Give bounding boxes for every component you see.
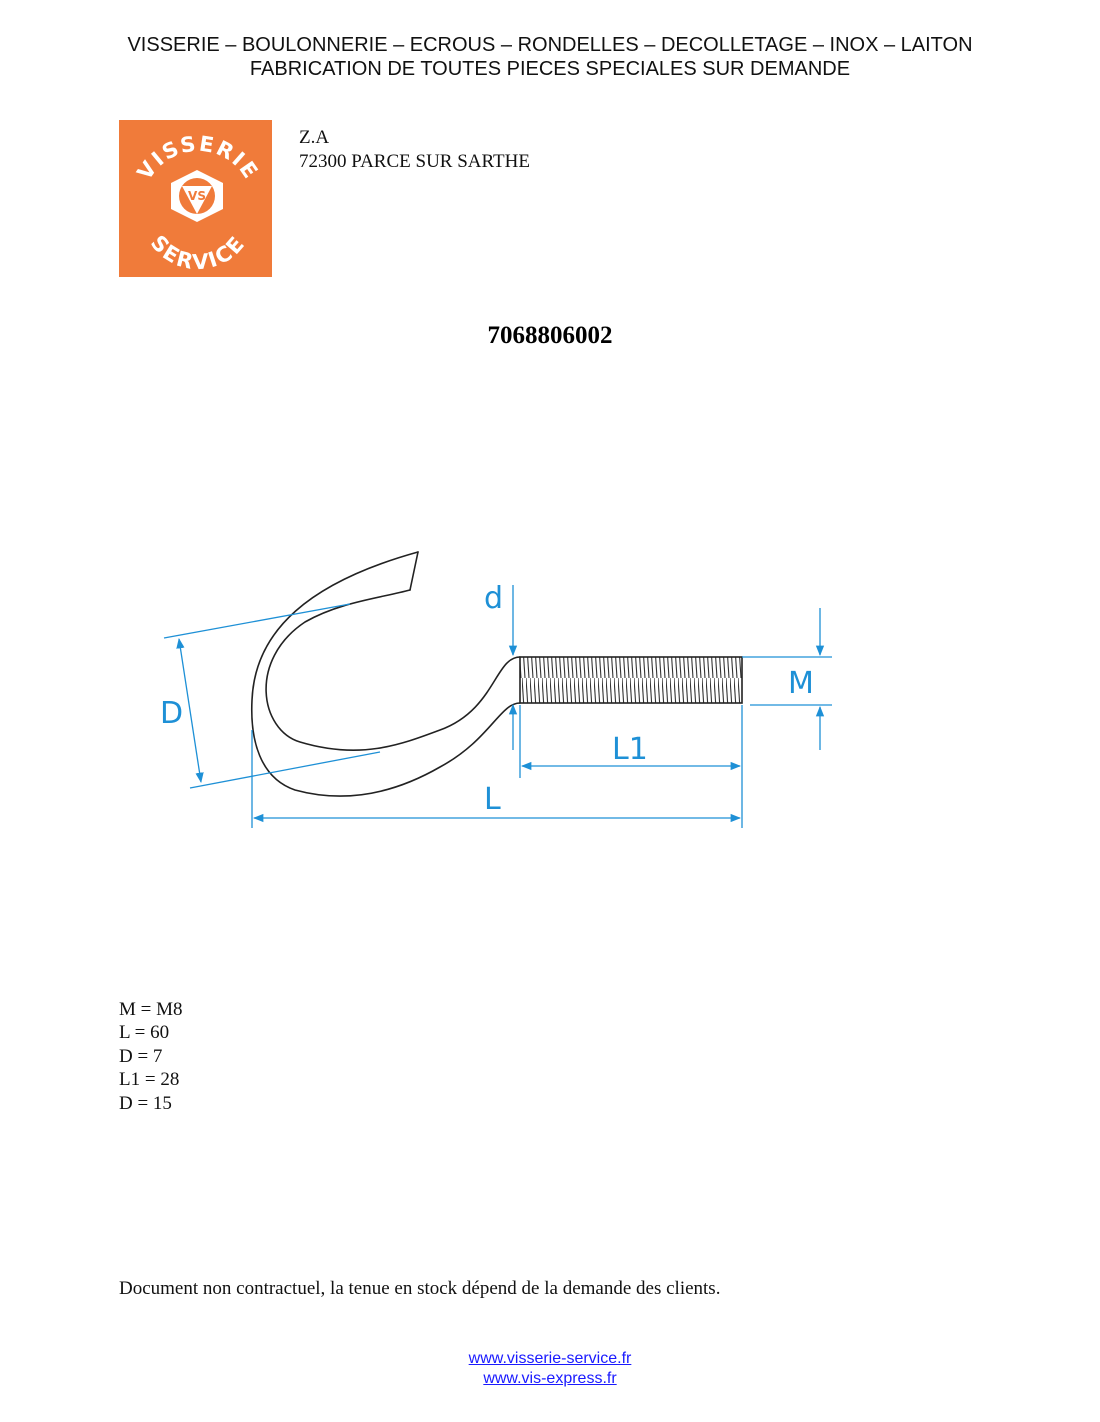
spec-item: D = 7 [119,1045,163,1067]
company-address [299,126,530,174]
logo-bottom-text: SERVICE [145,230,251,275]
website-links [0,1349,1100,1389]
product-reference: 7068806002 [487,322,613,349]
link-visserie-service[interactable]: www.visserie-service.fr [468,1350,632,1367]
company-header [0,33,1100,81]
company-logo [119,120,272,277]
threaded-shank [520,657,742,703]
label-d: d [484,581,504,616]
label-L: L [484,782,501,817]
spec-item: L1 = 28 [119,1069,180,1091]
logo-monogram: VS [188,189,206,203]
address-zone: Z.A [299,127,330,148]
logo-top-text: VISSERIE [132,131,264,185]
header-line-fabrication: FABRICATION DE TOUTES PIECES SPECIALES SUR DEMANDE [249,58,851,80]
specification-list [119,998,183,1115]
label-M: M [788,666,814,701]
spec-item: D = 15 [119,1092,172,1114]
header-line-products: VISSERIE – BOULONNERIE – ECROUS – RONDELLES – DECOLLETAGE – INOX – LAITON [127,34,973,56]
address-city: 72300 PARCE SUR SARTHE [299,151,530,172]
hook-outline [252,552,520,796]
label-D: D [160,696,184,731]
technical-drawing [150,540,850,840]
spec-item: L = 60 [119,1022,170,1044]
link-vis-express[interactable]: www.vis-express.fr [483,1370,617,1387]
label-L1: L1 [612,732,648,767]
disclaimer-text: Document non contractuel, la tenue en stock dépend de la demande des clients. [119,1278,721,1299]
spec-item: M = M8 [119,999,183,1020]
